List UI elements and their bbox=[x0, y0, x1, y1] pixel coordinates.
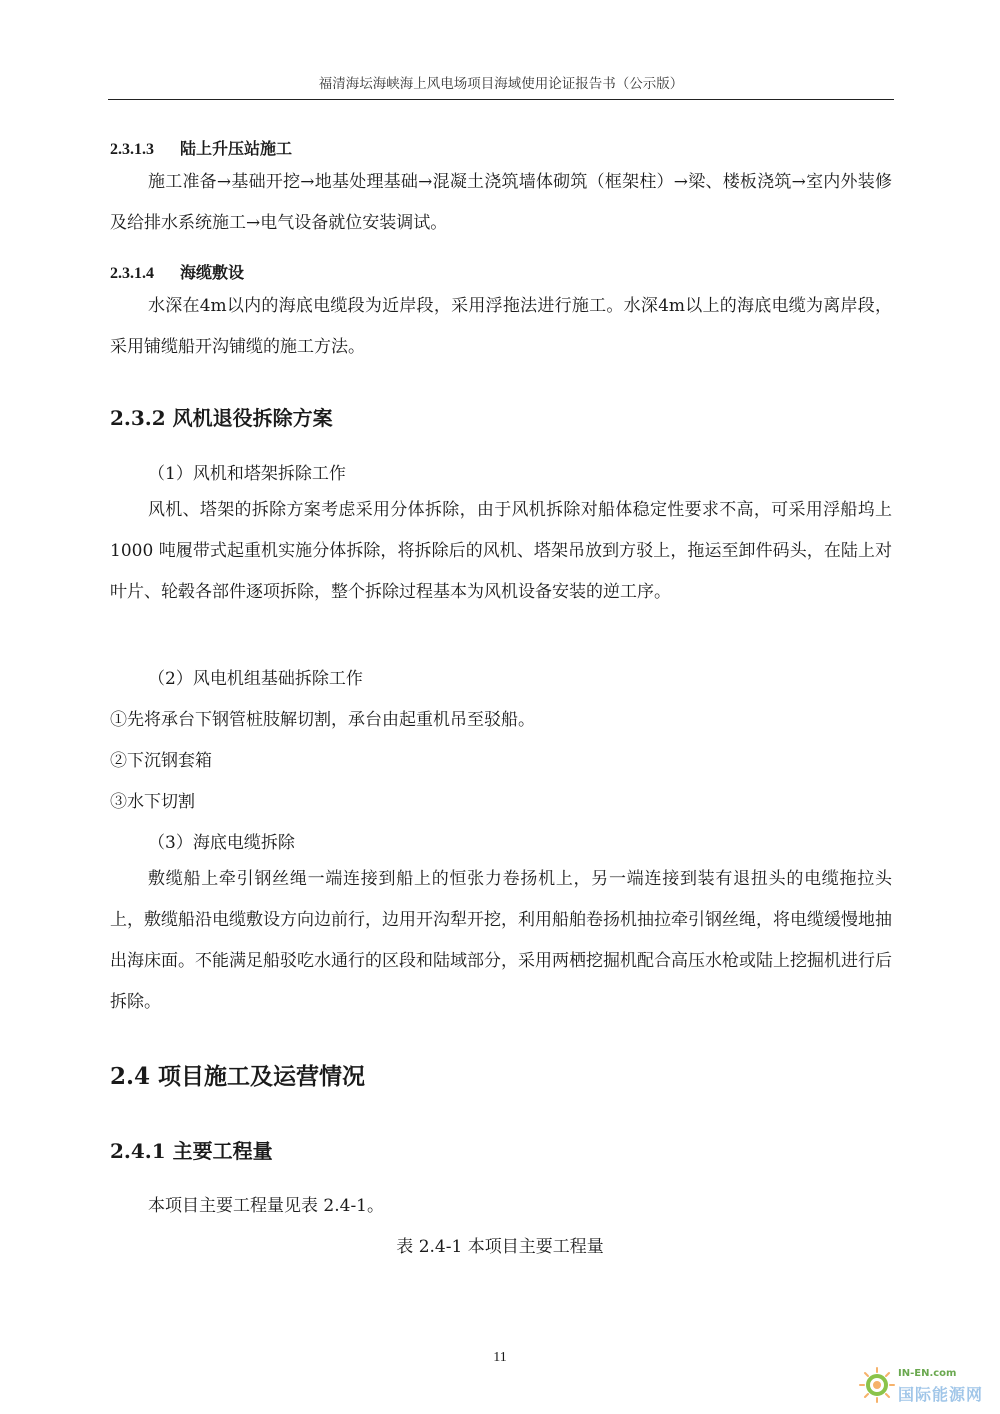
list-item-2: （2）风电机组基础拆除工作 bbox=[148, 669, 363, 689]
section-2-3-1-3-heading bbox=[110, 136, 292, 159]
list-item-3: （3）海底电缆拆除 bbox=[148, 833, 295, 853]
watermark-logo bbox=[858, 1366, 990, 1408]
section-2-4-1-heading: 2.4.1 主要工程量 bbox=[110, 1139, 273, 1163]
section-title: 陆上升压站施工 bbox=[180, 139, 293, 158]
section-2-4-1-paragraph: 本项目主要工程量见表 2.4-1。 bbox=[148, 1196, 384, 1216]
section-2-3-2-heading: 2.3.2 风机退役拆除方案 bbox=[110, 406, 333, 430]
section-number: 2.3.1.4 bbox=[110, 265, 154, 282]
step-1: ①先将承台下钢管桩肢解切割，承台由起重机吊至驳船。 bbox=[110, 710, 535, 730]
watermark-cn: 国际能源网 bbox=[898, 1385, 984, 1404]
sun-logo-icon bbox=[858, 1366, 896, 1404]
step-3: ③水下切割 bbox=[110, 792, 195, 812]
section-2-3-2-paragraph-1: 风机、塔架的拆除方案考虑采用分体拆除，由于风机拆除对船体稳定性要求不高，可采用浮船坞上 1000 吨履带式起重机实施分体拆除，将拆除后的风机、塔架吊放到方驳上，拖运至卸件码头，在陆上对叶片、轮毂各部件逐项拆除，整个拆除过程基本为风机设备安装的逆工序。 bbox=[110, 500, 892, 602]
section-title: 海缆敷设 bbox=[180, 263, 245, 282]
table-caption: 表 2.4-1 本项目主要工程量 bbox=[396, 1237, 604, 1257]
section-2-4-heading: 2.4 项目施工及运营情况 bbox=[110, 1063, 366, 1090]
page-header: 福清海坛海峡海上风电场项目海域使用论证报告书（公示版） bbox=[108, 72, 894, 100]
section-2-3-2-paragraph-3: 敷缆船上牵引钢丝绳一端连接到船上的恒张力卷扬机上，另一端连接到装有退扭头的电缆拖拉头上，敷缆船沿电缆敷设方向边前行，边用开沟犁开挖，利用船舶卷扬机抽拉牵引钢丝绳，将电缆缓慢地抽出海床面。不能满足船驳吃水通行的区段和陆域部分，采用两栖挖掘机配合高压水枪或陆上挖掘机进行后拆除。 bbox=[110, 869, 892, 1012]
section-2-3-1-3-paragraph: 施工准备→基础开挖→地基处理基础→混凝土浇筑墙体砌筑（框架柱）→梁、楼板浇筑→室内外装修及给排水系统施工→电气设备就位安装调试。 bbox=[110, 172, 892, 233]
page-number: 11 bbox=[493, 1350, 507, 1365]
step-2: ②下沉钢套箱 bbox=[110, 751, 212, 771]
section-number: 2.3.1.3 bbox=[110, 141, 154, 158]
section-2-3-1-4-heading bbox=[110, 260, 244, 283]
list-item-1: （1）风机和塔架拆除工作 bbox=[148, 464, 346, 484]
watermark-en: IN-EN.com bbox=[898, 1368, 957, 1379]
section-2-3-1-4-paragraph: 水深在4m以内的海底电缆段为近岸段，采用浮拖法进行施工。水深4m以上的海底电缆为离岸段，采用铺缆船开沟铺缆的施工方法。 bbox=[110, 296, 892, 357]
